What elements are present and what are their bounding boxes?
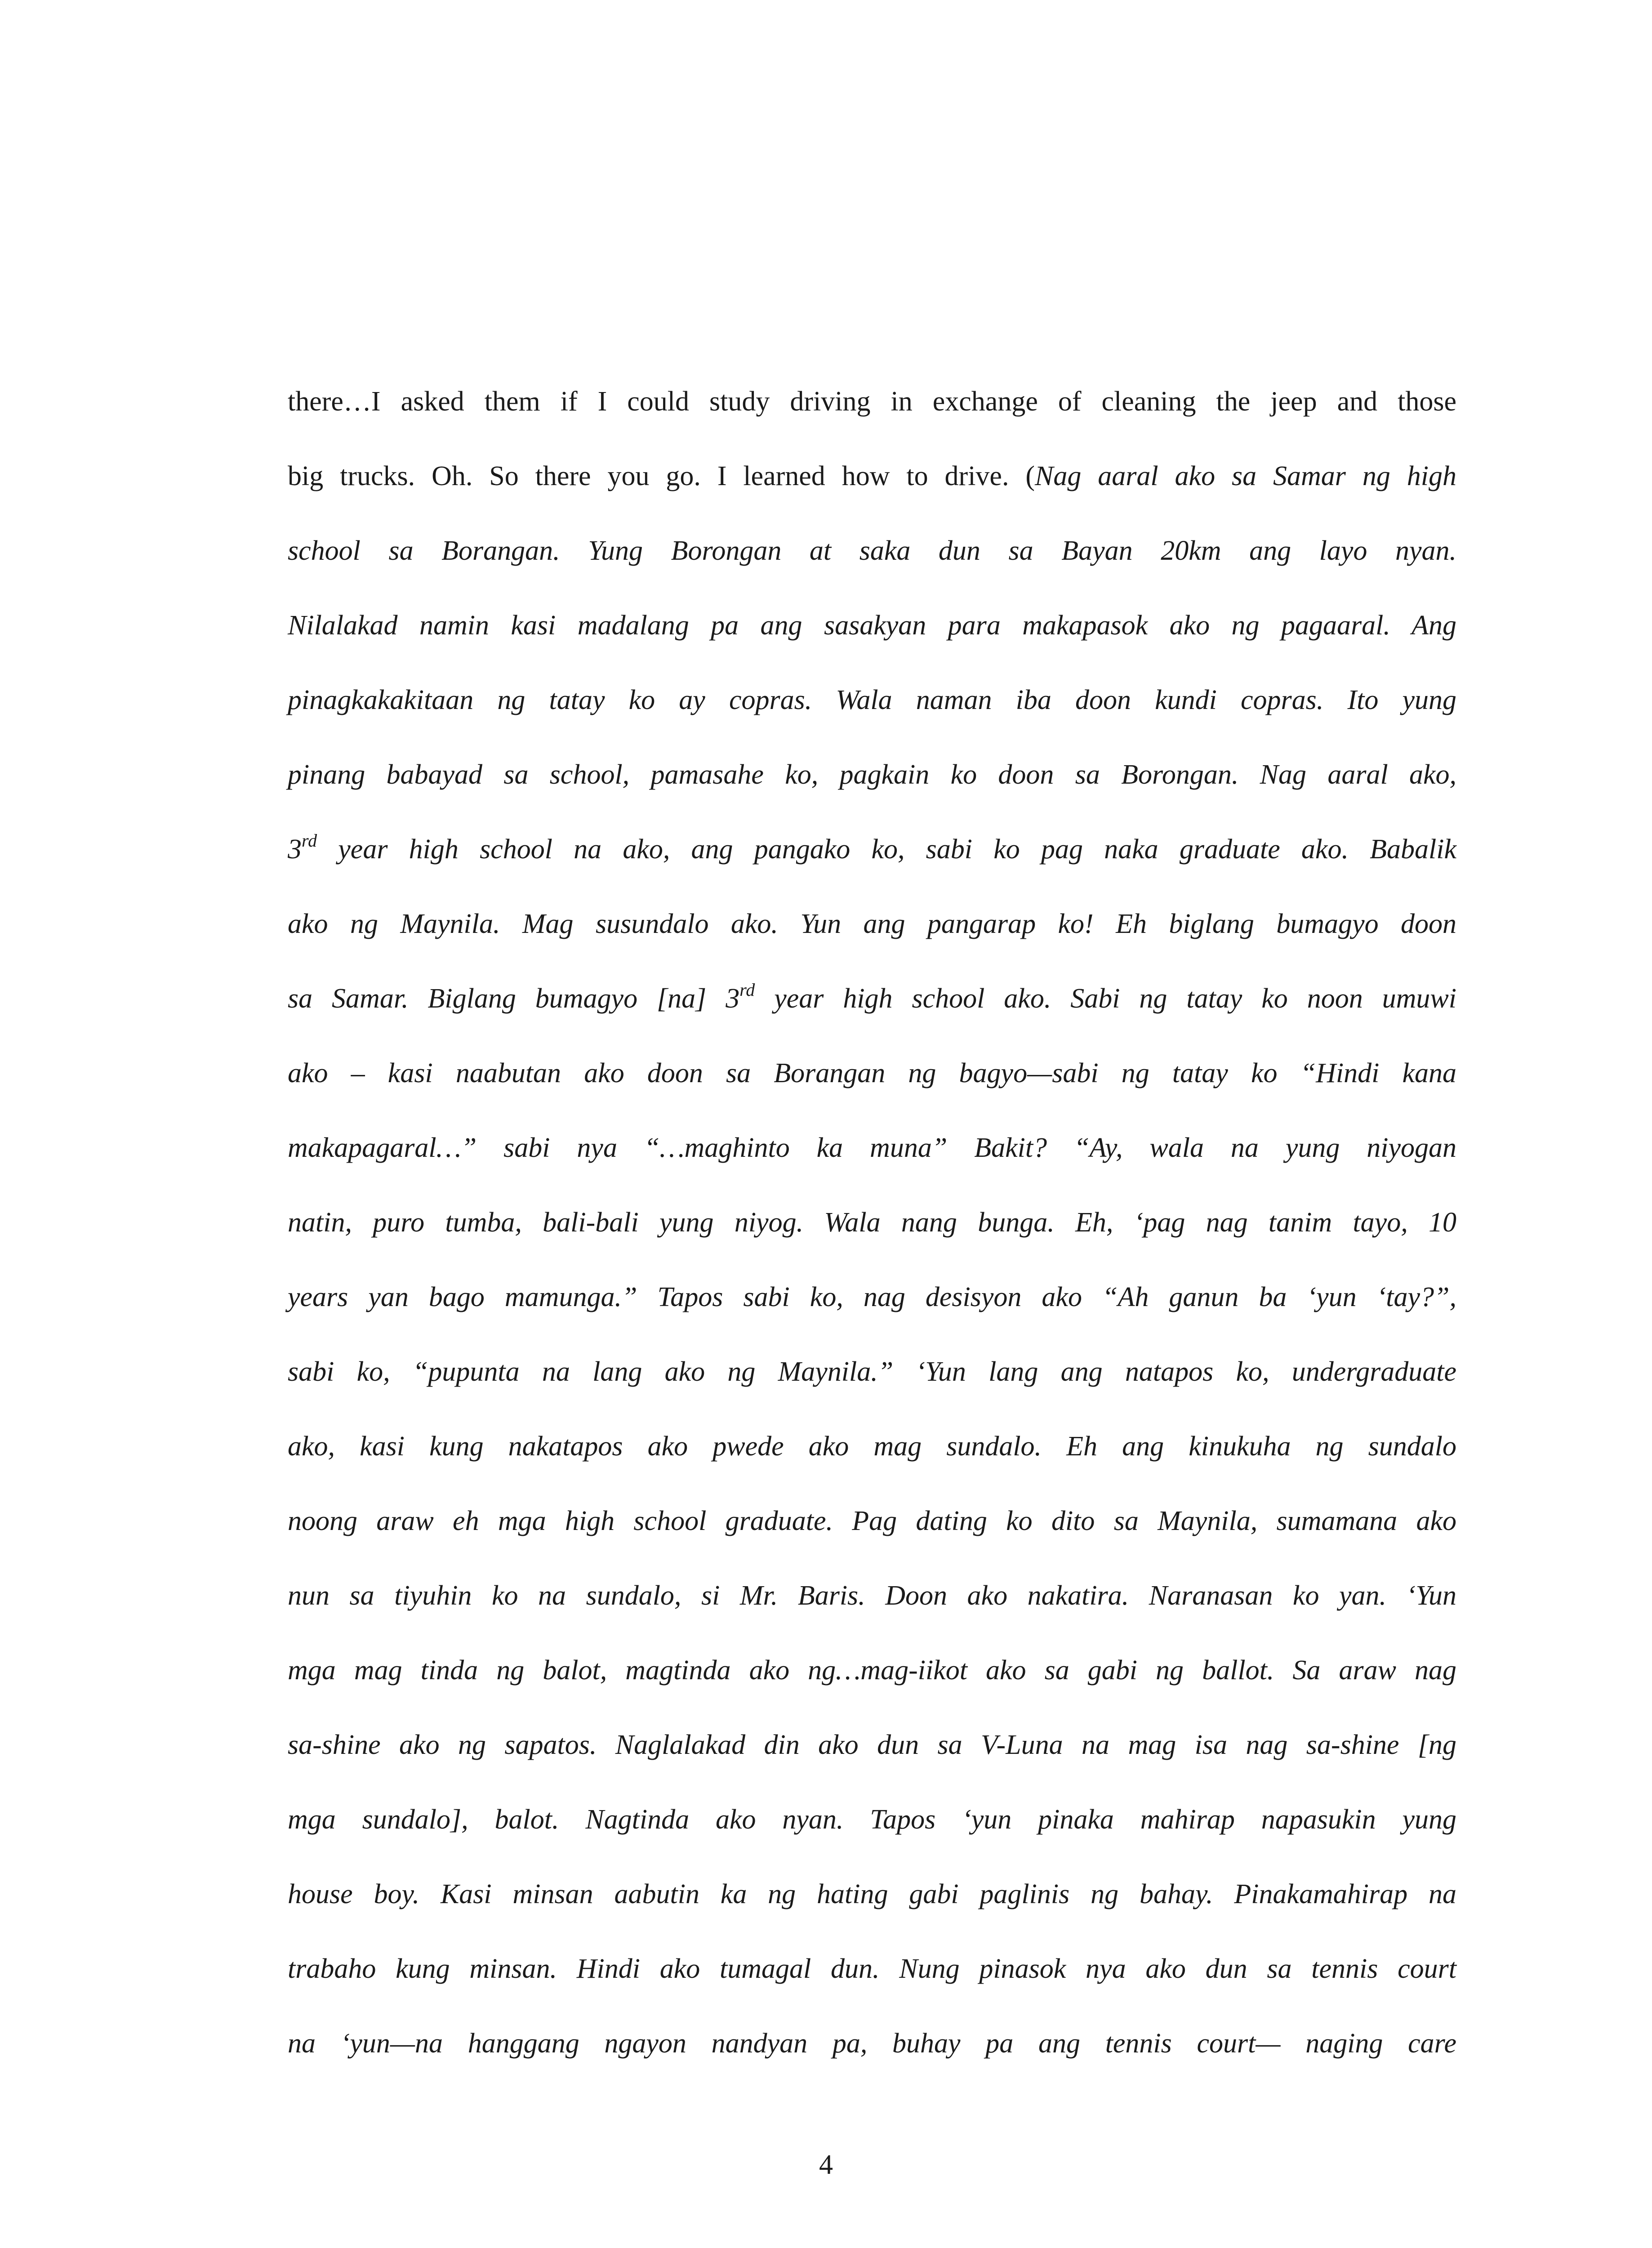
text-line: [288, 737, 1456, 812]
italic-text-segment: sabi ko, “pupunta na lang ako ng Maynila.” ‘Yun lang ang natapos ko, undergraduate: [288, 1356, 1456, 1387]
text-line: [288, 1931, 1456, 2006]
text-line: [288, 588, 1456, 663]
text-line: [288, 1185, 1456, 1260]
italic-text-segment: pinang babayad sa school, pamasahe ko, pagkain ko doon sa Borongan. Nag aaral ako,: [288, 759, 1456, 790]
text-line: [288, 1782, 1456, 1857]
text-line: [288, 513, 1456, 588]
italic-text-segment: mga mag tinda ng balot, magtinda ako ng…mag-iikot ako sa gabi ng ballot. Sa araw nag: [288, 1655, 1456, 1686]
text-line: [288, 1633, 1456, 1708]
italic-text-segment: years yan bago mamunga.” Tapos sabi ko, nag desisyon ako “Ah ganun ba ‘yun ‘tay?”,: [288, 1282, 1456, 1312]
italic-text-segment: sa Samar. Biglang bumagyo [na] 3: [288, 983, 740, 1014]
italic-text-segment: year high school ako. Sabi ng tatay ko noon umuwi: [755, 983, 1456, 1014]
text-line: [288, 1334, 1456, 1409]
italic-text-segment: year high school na ako, ang pangako ko, sabi ko pag naka graduate ako. Babalik: [317, 834, 1456, 865]
text-line: [288, 2006, 1456, 2081]
text-segment: there…I asked them if I could study driving in exchange of cleaning the jeep and those: [288, 386, 1456, 417]
text-line: [288, 812, 1456, 887]
text-line: [288, 1111, 1456, 1185]
italic-text-segment: ako ng Maynila. Mag susundalo ako. Yun ang pangarap ko! Eh biglang bumagyo doon: [288, 909, 1456, 939]
text-line: [288, 1708, 1456, 1782]
text-line: [288, 663, 1456, 737]
page-number: 4: [819, 2150, 833, 2180]
italic-text-segment: na ‘yun—na hanggang ngayon nandyan pa, buhay pa ang tennis court— naging care: [288, 2028, 1456, 2059]
ordinal-superscript: rd: [302, 830, 317, 851]
italic-text-segment: Nag aaral ako sa Samar ng high: [1035, 461, 1456, 491]
italic-text-segment: ako – kasi naabutan ako doon sa Borangan ng bagyo—sabi ng tatay ko “Hindi kana: [288, 1058, 1456, 1088]
text-line: [288, 1857, 1456, 1931]
text-line: [288, 1260, 1456, 1334]
body-text: [288, 364, 1456, 2081]
italic-text-segment: pinagkakakitaan ng tatay ko ay copras. Wala naman iba doon kundi copras. Ito yung: [288, 685, 1456, 715]
italic-text-segment: ako, kasi kung nakatapos ako pwede ako mag sundalo. Eh ang kinukuha ng sundalo: [288, 1431, 1456, 1462]
text-line: [288, 364, 1456, 439]
italic-text-segment: mga sundalo], balot. Nagtinda ako nyan. Tapos ‘yun pinaka mahirap napasukin yung: [288, 1804, 1456, 1835]
text-line: [288, 1036, 1456, 1111]
italic-text-segment: 3: [288, 834, 302, 865]
ordinal-superscript: rd: [739, 980, 755, 1000]
text-line: [288, 1558, 1456, 1633]
text-line: [288, 961, 1456, 1036]
italic-text-segment: trabaho kung minsan. Hindi ako tumagal dun. Nung pinasok nya ako dun sa tennis court: [288, 1954, 1456, 1984]
italic-text-segment: Nilalakad namin kasi madalang pa ang sasakyan para makapasok ako ng pagaaral. Ang: [288, 610, 1456, 641]
text-line: [288, 887, 1456, 961]
text-line: [288, 439, 1456, 513]
italic-text-segment: house boy. Kasi minsan aabutin ka ng hating gabi paglinis ng bahay. Pinakamahirap na: [288, 1879, 1456, 1909]
italic-text-segment: natin, puro tumba, bali-bali yung niyog. Wala nang bunga. Eh, ‘pag nag tanim tayo, 10: [288, 1207, 1456, 1238]
text-line: [288, 1409, 1456, 1484]
italic-text-segment: makapagaral…” sabi nya “…maghinto ka muna” Bakit? “Ay, wala na yung niyogan: [288, 1133, 1456, 1163]
italic-text-segment: school sa Borangan. Yung Borongan at saka dun sa Bayan 20km ang layo nyan.: [288, 535, 1456, 566]
text-line: [288, 1484, 1456, 1558]
italic-text-segment: sa-shine ako ng sapatos. Naglalakad din ako dun sa V-Luna na mag isa nag sa-shine [ng: [288, 1730, 1456, 1760]
text-segment: big trucks. Oh. So there you go. I learned how to drive. (: [288, 461, 1035, 491]
italic-text-segment: nun sa tiyuhin ko na sundalo, si Mr. Baris. Doon ako nakatira. Naranasan ko yan. ‘Yun: [288, 1580, 1456, 1611]
italic-text-segment: noong araw eh mga high school graduate. Pag dating ko dito sa Maynila, sumamana ako: [288, 1506, 1456, 1536]
